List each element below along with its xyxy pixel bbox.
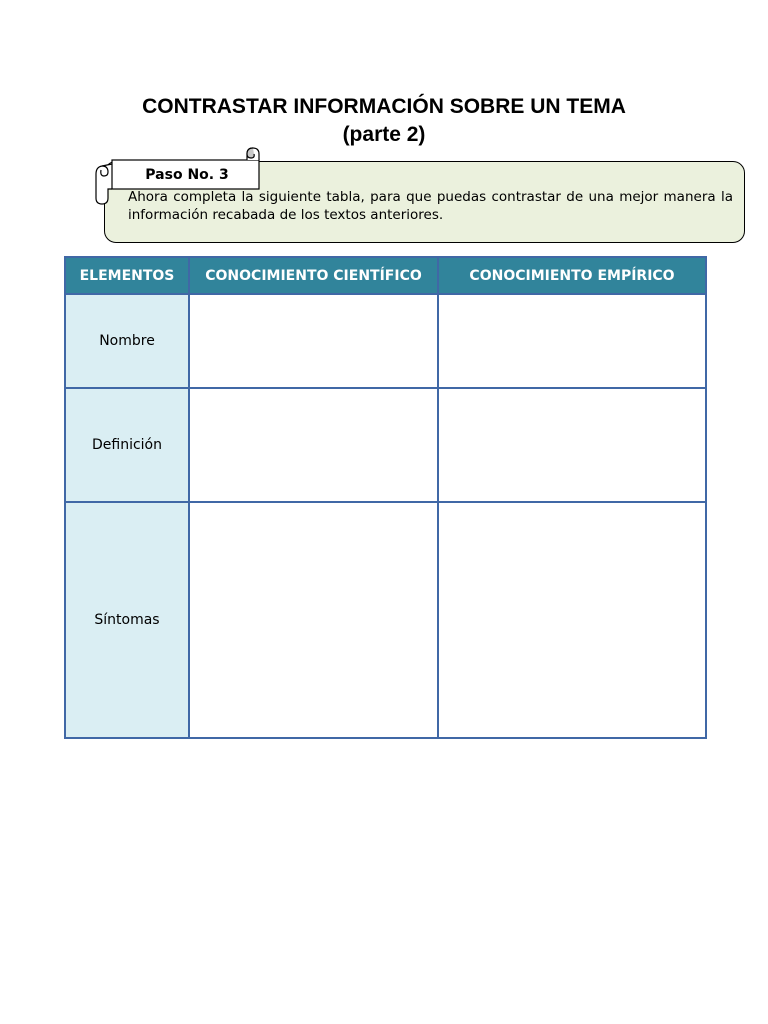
cell-nombre-cientifico[interactable] xyxy=(189,294,438,388)
comparison-table xyxy=(64,256,707,739)
table-row xyxy=(65,502,706,738)
table-row xyxy=(65,388,706,502)
cell-definicion-empirico[interactable] xyxy=(438,388,706,502)
page-title: CONTRASTAR INFORMACIÓN SOBRE UN TEMA xyxy=(142,95,626,118)
table-row xyxy=(65,294,706,388)
cell-definicion-cientifico[interactable] xyxy=(189,388,438,502)
row-label-sintomas: Síntomas xyxy=(65,502,189,738)
cell-sintomas-cientifico[interactable] xyxy=(189,502,438,738)
page-subtitle: (parte 2) xyxy=(342,123,426,146)
step-label: Paso No. 3 xyxy=(145,167,229,183)
header-elementos: ELEMENTOS xyxy=(65,257,189,294)
header-conocimiento-cientifico: CONOCIMIENTO CIENTÍFICO xyxy=(189,257,438,294)
row-label-definicion: Definición xyxy=(65,388,189,502)
instruction-text: Ahora completa la siguiente tabla, para que puedas contrastar de una mejor manera la información recabada de los textos anteriores. xyxy=(128,189,733,223)
header-conocimiento-empirico: CONOCIMIENTO EMPÍRICO xyxy=(438,257,706,294)
cell-nombre-empirico[interactable] xyxy=(438,294,706,388)
table-header-row xyxy=(65,257,706,294)
cell-sintomas-empirico[interactable] xyxy=(438,502,706,738)
row-label-nombre: Nombre xyxy=(65,294,189,388)
